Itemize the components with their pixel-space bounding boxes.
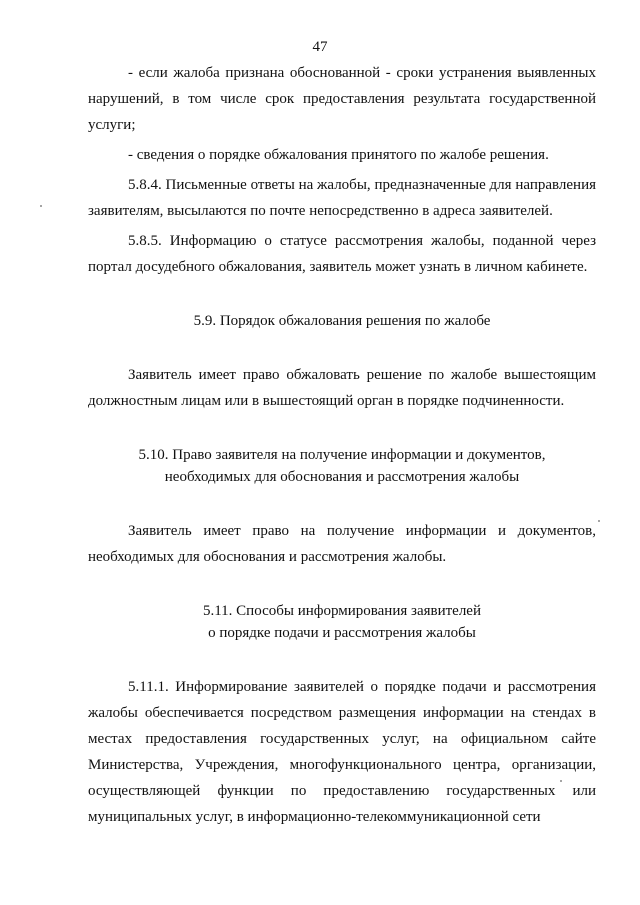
scan-speck (560, 780, 562, 782)
paragraph-5-9-body: Заявитель имеет право обжаловать решение по жалобе вышестоящим должностным лицам или в вышестоящий орган в порядке подчиненности. (88, 367, 596, 409)
section-heading-5-9-text: 5.9. Порядок обжалования решения по жалобе (193, 313, 491, 329)
document-body (88, 60, 596, 830)
paragraph-complaint-justified: - если жалоба признана обоснованной - сроки устранения выявленных нарушений, в том числе срок предоставления результата государственной услуги; (88, 65, 596, 133)
section-heading-5-9 (88, 310, 596, 332)
scan-speck (40, 205, 42, 207)
scan-speck (598, 520, 600, 522)
paragraph-5-11-1: 5.11.1. Информирование заявителей о порядке подачи и рассмотрения жалобы обеспечивается посредством размещения информации на стендах в местах предоставления государственных услуг, на официальном сайте Министерства, Учреждения, многофункционального центра, организации, осуществляющей функции по предоставлению государственных или муниципальных услуг, в информационно-телекоммуникационной сети (88, 679, 596, 825)
section-heading-5-11-line1: 5.11. Способы информирования заявителей (202, 603, 481, 619)
section-heading-5-11-line2: о порядке подачи и рассмотрения жалобы (208, 625, 476, 641)
paragraph-5-8-4: 5.8.4. Письменные ответы на жалобы, предназначенные для направления заявителям, высылаются по почте непосредственно в адреса заявителей. (88, 177, 596, 219)
section-heading-5-11 (88, 600, 596, 644)
page-number: 47 (312, 39, 328, 55)
paragraph-appeal-info: - сведения о порядке обжалования принятого по жалобе решения. (128, 147, 549, 163)
section-heading-5-10-line2: необходимых для обоснования и рассмотрения жалобы (164, 469, 520, 485)
paragraph-5-8-5: 5.8.5. Информацию о статусе рассмотрения жалобы, поданной через портал досудебного обжалования, заявитель может узнать в личном кабинете. (88, 233, 596, 275)
section-heading-5-10-line1: 5.10. Право заявителя на получение информации и документов, (138, 447, 546, 463)
paragraph-5-10-body: Заявитель имеет право на получение информации и документов, необходимых для обоснования и рассмотрения жалобы. (88, 523, 596, 565)
section-heading-5-10 (88, 444, 596, 488)
